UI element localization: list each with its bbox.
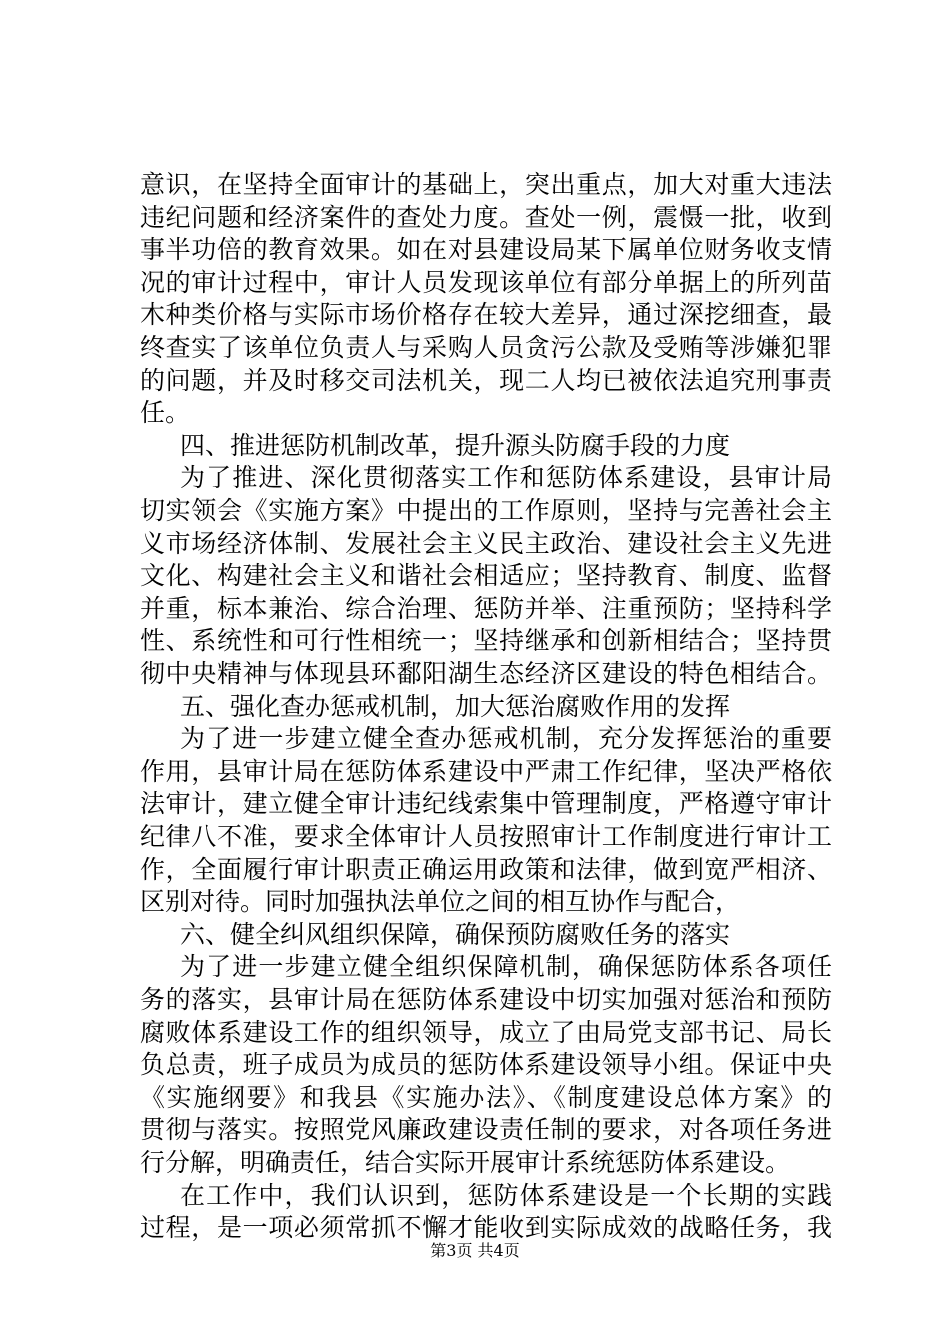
body-line: 木种类价格与实际市场价格存在较大差异，通过深挖细查，最 xyxy=(140,300,832,330)
body-line: 过程，是一项必须常抓不懈才能收到实际成效的战略任务，我 xyxy=(140,1213,832,1243)
page-footer: 第3页 共4页 xyxy=(430,1241,520,1260)
body-line: 贯彻与落实。按照党风廉政建设责任制的要求，对各项任务进 xyxy=(140,1115,832,1145)
body-line: 并重，标本兼治、综合治理、惩防并举、注重预防；坚持科学 xyxy=(140,593,832,623)
body-line: 腐败体系建设工作的组织领导，成立了由局党支部书记、局长 xyxy=(140,1017,832,1047)
body-line: 违纪问题和经济案件的查处力度。查处一例，震慑一批，收到 xyxy=(140,202,832,232)
body-line: 为了进一步建立健全组织保障机制，确保惩防体系各项任 xyxy=(180,952,832,982)
section-heading: 四、推进惩防机制改革，提升源头防腐手段的力度 xyxy=(180,430,731,460)
body-line: 终查实了该单位负责人与采购人员贪污公款及受贿等涉嫌犯罪 xyxy=(140,333,832,362)
section-heading: 六、健全纠风组织保障，确保预防腐败任务的落实 xyxy=(180,919,731,949)
body-line: 况的审计过程中，审计人员发现该单位有部分单据上的所列苗 xyxy=(140,267,832,297)
body-line: 行分解，明确责任，结合实际开展审计系统惩防体系建设。 xyxy=(140,1148,791,1177)
body-line: 彻中央精神与体现县环鄱阳湖生态经济区建设的特色相结合。 xyxy=(140,659,832,688)
body-line: 事半功倍的教育效果。如在对县建设局某下属单位财务收支情 xyxy=(140,235,832,265)
body-line: 为了进一步建立健全查办惩戒机制，充分发挥惩治的重要 xyxy=(180,724,832,754)
body-line: 务的落实，县审计局在惩防体系建设中切实加强对惩治和预防 xyxy=(140,985,832,1014)
body-line: 《实施纲要》和我县《实施办法》、《制度建设总体方案》的 xyxy=(140,1082,832,1112)
body-line: 区别对待。同时加强执法单位之间的相互协作与配合， xyxy=(140,887,741,917)
body-line: 法审计，建立健全审计违纪线索集中管理制度，严格遵守审计 xyxy=(140,789,832,819)
body-line: 纪律八不准，要求全体审计人员按照审计工作制度进行审计工 xyxy=(140,822,832,851)
body-line: 作用，县审计局在惩防体系建设中严肃工作纪律，坚决严格依 xyxy=(140,756,832,786)
body-line: 在工作中，我们认识到，惩防体系建设是一个长期的实践 xyxy=(180,1180,832,1210)
body-line: 负总责，班子成员为成员的惩防体系建设领导小组。保证中央 xyxy=(140,1050,832,1080)
body-line: 任。 xyxy=(140,398,191,428)
section-heading: 五、强化查办惩戒机制，加大惩治腐败作用的发挥 xyxy=(180,691,731,721)
body-line: 作，全面履行审计职责正确运用政策和法律，做到宽严相济、 xyxy=(140,854,832,884)
body-line: 性、系统性和可行性相统一；坚持继承和创新相结合；坚持贯 xyxy=(140,626,832,656)
body-line: 的问题，并及时移交司法机关，现二人均已被依法追究刑事责 xyxy=(140,365,832,395)
body-line: 意识，在坚持全面审计的基础上，突出重点，加大对重大违法 xyxy=(140,170,832,199)
body-line: 为了推进、深化贯彻落实工作和惩防体系建设，县审计局 xyxy=(180,463,832,493)
body-line: 义市场经济体制、发展社会主义民主政治、建设社会主义先进 xyxy=(140,528,832,558)
body-line: 文化、构建社会主义和谐社会相适应；坚持教育、制度、监督 xyxy=(140,561,832,591)
body-line: 切实领会《实施方案》中提出的工作原则，坚持与完善社会主 xyxy=(140,496,832,525)
